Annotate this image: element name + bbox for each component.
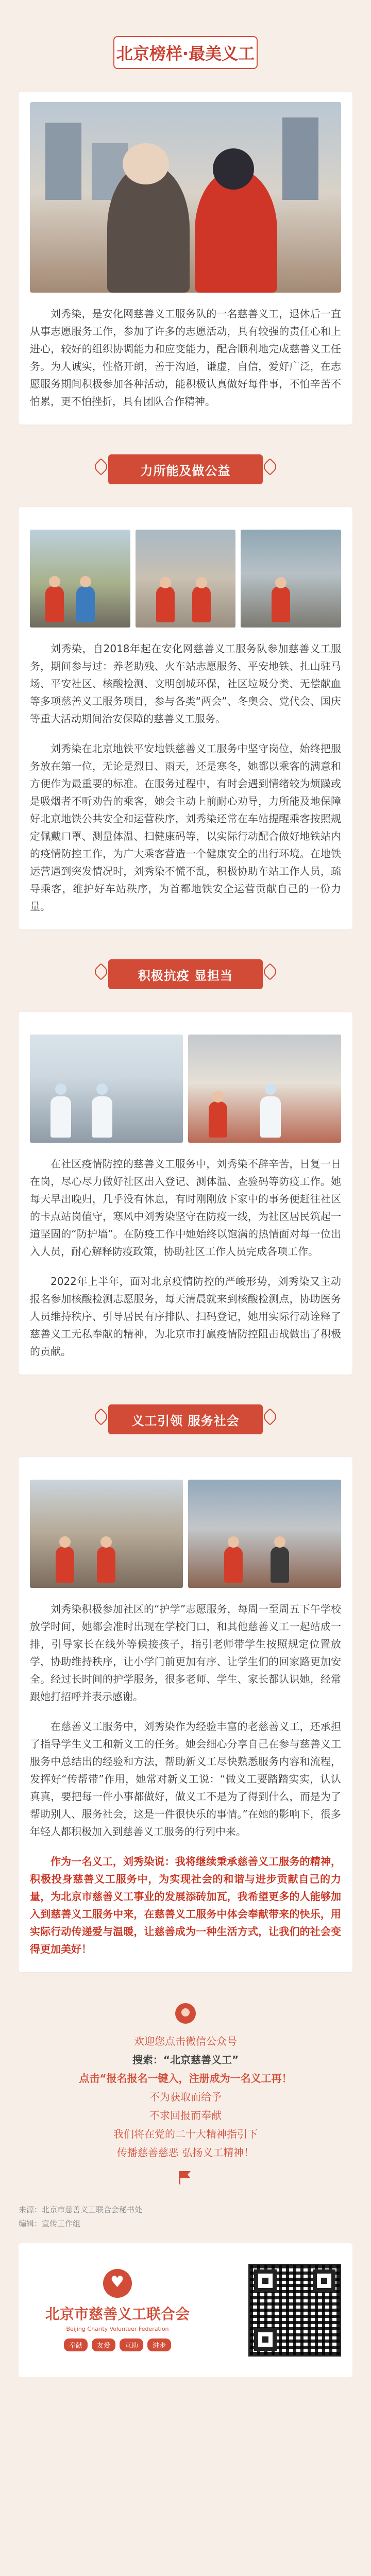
leaf-icon — [261, 1408, 279, 1426]
hero-photo — [30, 102, 341, 293]
leaf-icon — [261, 458, 279, 476]
section-card-2 — [19, 1012, 352, 1375]
photo — [30, 1480, 183, 1588]
qr-code[interactable] — [248, 2264, 341, 2357]
section-3-paragraph-2: 在慈善义工服务中，刘秀染作为经验丰富的老慈善义工，还承担了指导学生义工和新义工的任务。她会细心分享自己在参与慈善义工服务中总结出的经验和方法，帮助新义工尽快熟悉服务内容和流程，发挥好“传帮带”作用，她常对新义工说：“做义工要踏踏实实，认认真真，要把每一件小事都做好，做义工不是为了得到什么，而是为了帮助别人、服务社会，这是一件很快乐的事情。”在她的影响下，很多年轻人都积极加入到慈善义工服务的行列中来。 — [30, 1720, 341, 1838]
photo — [188, 1035, 341, 1143]
photo-row-2 — [30, 1035, 341, 1143]
section-title-3-text: 义工引领 服务社会 — [131, 1413, 240, 1428]
photo — [30, 1035, 183, 1143]
section-3-paragraph-1: 刘秀染积极参加社区的“护学”志愿服务，每周一至周五下午学校放学时间，她都会准时出现在学校门口，和其他慈善义工一起站成一排，引导家长在线外等候接孩子，指引老师带学生按照规定位置放学，协助维持秩序，让小学门前更加有序、让学生们的回家路更加安全。经过长时间的护学服务，很多老师、学生、家长都认识她，经常跟她打招呼并表示感谢。 — [30, 1603, 341, 1703]
closing-line-2: 不求回报而奉献 — [149, 2109, 222, 2122]
footer-org — [30, 2269, 205, 2351]
heart-logo-icon — [103, 2269, 132, 2298]
photo — [30, 530, 130, 628]
closing-search: 搜索：“北京慈善义工” — [132, 2054, 239, 2066]
section-1-paragraph-2: 刘秀染在北京地铁平安地铁慈善义工服务中坚守岗位，始终把服务放在第一位，无论是烈日、雨天，还是寒冬，她都以乘客的满意和方便作为最重要的标准。在服务过程中，有时会遇到情绪较为烦躁或是吸烟者不听劝告的乘客，她会主动上前耐心劝导，力所能及地保障好北京地铁公共安全和运营秩序，刘秀染还常在车站提醒乘客按照规定佩戴口罩、测量体温、扫健康码等，以实际行动配合做好地铁站内的疫情防控工作，为广大乘客营造一个健康安全的出行环境。在地铁运营遇到突发情况时，刘秀染不慌不乱，积极协助车站工作人员，疏导乘客，维护好车站秩序，为首都地铁安全运营贡献自己的一份力量。 — [30, 742, 341, 912]
closing-line-1: 不为获取而给予 — [149, 2091, 222, 2103]
intro-paragraph: 刘秀染，是安化网慈善义工服务队的一名慈善义工，退休后一直从事志愿服务工作，参加了许多的志愿活动，具有较强的责任心和上进心，较好的组织协调能力和应变能力，配合顺利地完成慈善义工任务。为人诚实，性格开朗，善于沟通，谦虚，自信，爱好广泛，在志愿服务期间积极参加各种活动，能积极认真做好每件事，不怕辛苦不怕累，更不怕挫折，具有团队合作精神。 — [30, 308, 341, 408]
photo — [136, 530, 236, 628]
source-editor: 编辑：宣传工作组 — [19, 2219, 81, 2228]
closing-block — [19, 2003, 352, 2184]
source-info — [19, 2203, 352, 2231]
section-title-2 — [108, 959, 263, 989]
page-title-text: 北京榜样·最美义工 — [116, 44, 255, 63]
closing-welcome: 欢迎您点击微信公众号 — [134, 2035, 237, 2047]
page-title — [113, 36, 258, 69]
section-title-3 — [108, 1404, 263, 1434]
section-2-paragraph-1: 在社区疫情防控的慈善义工服务中，刘秀染不辞辛苦，日复一日在岗，尽心尽力做好社区出入登记、测体温、查验码等防疫工作。她每天早出晚归，几乎没有休息，有时刚刚放下家中的事务便赶往社区的卡点站岗值守，寒风中刘秀染坚守在防疫一线，为社区居民筑起一道坚固的“防护墙”。在防疫工作中她始终以饱满的热情面对每一位出入人员，耐心解释防疫政策，协助社区工作人员完成各项工作。 — [30, 1158, 341, 1258]
org-english-name: Beijing Charity Volunteer Federation — [66, 2326, 169, 2332]
photo — [188, 1480, 341, 1588]
closing-line-3: 我们将在党的二十大精神指引下 — [113, 2128, 258, 2140]
closing-line-4: 传播慈善慈恶 弘扬义工精神！ — [116, 2146, 255, 2159]
footer-card — [19, 2243, 352, 2377]
photo-row-3 — [30, 1480, 341, 1588]
leaf-icon — [92, 458, 110, 476]
section-2-paragraph-2: 2022年上半年，面对北京疫情防控的严峻形势，刘秀染又主动报名参加核酸检测志愿服务，每天清晨就来到核酸检测点，协助医务人员维持秩序、引导居民有序排队、扫码登记，她用实际行动诠释了慈善义工无私奉献的精神，为北京市打赢疫情防控阻击战做出了积极的贡献。 — [30, 1275, 341, 1358]
slogan-list — [64, 2338, 171, 2351]
section-title-2-text: 积极抗疫 显担当 — [138, 968, 233, 983]
photo — [241, 530, 341, 628]
org-name: 北京市慈善义工联合会 — [45, 2306, 190, 2323]
section-title-1-text: 力所能及做公益 — [140, 463, 231, 478]
avatar-icon — [175, 2003, 196, 2024]
section-1-paragraph-1: 刘秀染，自2018年起在安化网慈善义工服务队参加慈善义工服务，期间参与过：养老助残、火车站志愿服务、平安地铁、扎山驻马场、平安社区、核酸检测、文明创城环保，社区垃圾分类、无偿献血等多项慈善义工服务项目，参与各类“两会”、冬奥会、党代会、国庆等重大活动期间治安保障的慈善义工服务。 — [30, 642, 341, 725]
source-from: 来源：北京市慈善义工联合会秘书处 — [19, 2205, 143, 2214]
leaf-icon — [92, 1408, 110, 1426]
slogan-tag: 进步 — [147, 2338, 171, 2351]
slogan-tag: 奉献 — [64, 2338, 88, 2351]
slogan-tag: 友爱 — [92, 2338, 115, 2351]
intro-card — [19, 92, 352, 425]
closing-join: 点击“报名报名一键入，注册成为一名义工再！ — [79, 2072, 292, 2084]
flag-icon — [178, 2171, 193, 2184]
section-title-1 — [108, 454, 263, 484]
photo-row-1 — [30, 530, 341, 628]
quote-paragraph: 作为一名义工，刘秀染说：我将继续秉承慈善义工服务的精神，积极投身慈善义工服务中，为实现社会的和谐与进步贡献自己的力量，为北京市慈善义工事业的发展添砖加瓦，我希望更多的人能够加入到慈善义工服务中来，在慈善义工服务中体会奉献带来的快乐，用实际行动传递爱与温暖，让慈善成为一种生活方式，让我们的社会变得更加美好！ — [30, 1855, 341, 1955]
leaf-icon — [261, 963, 279, 980]
leaf-icon — [92, 963, 110, 980]
section-card-3 — [19, 1457, 352, 1972]
section-card-1 — [19, 507, 352, 929]
slogan-tag: 互助 — [120, 2338, 143, 2351]
